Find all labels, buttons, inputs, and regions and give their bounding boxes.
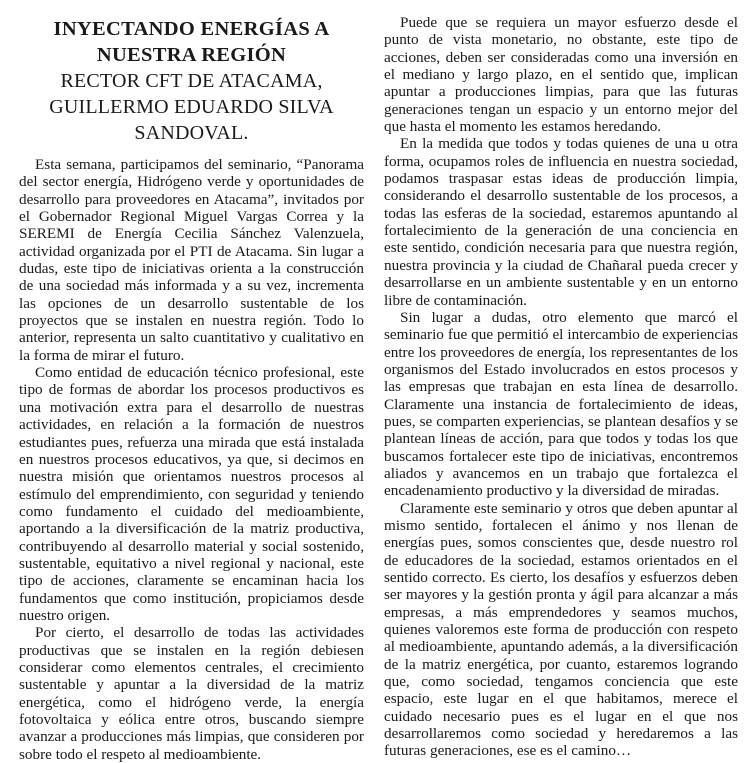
article-title	[19, 16, 364, 68]
article-paragraph: Puede que se requiera un mayor esfuerzo desde el punto de vista monetario, no obstante, este tipo de acciones, deben ser consideradas como una inversión en el mediano y largo plazo, en el sentido que, implican apuntar a producciones limpias, para que las futuras generaciones tengan un espacio y un entorno mejor del que hasta el momento les estamos heredando.	[384, 14, 738, 136]
byline-line: SANDOVAL.	[134, 122, 249, 144]
article-header	[19, 16, 364, 146]
article-title-line: NUESTRA REGIÓN	[96, 44, 287, 66]
article-byline	[19, 68, 364, 146]
article-paragraph: Esta semana, participamos del seminario, “Panorama del sector energía, Hidrógeno verde y oportunidades de desarrollo para proveedores en Atacama”, invitados por el Gobernador Regional Miguel Vargas Correa y la SEREMI de Energía Cecilia Sánchez Valenzuela, actividad organizada por el PTI de Atacama. Sin lugar a dudas, este tipo de iniciativas orienta a la construcción de una sociedad más informada y a su vez, incrementa las opciones de un desarrollo sustentable de los proyectos que se instalen en nuestra región. Todo lo anterior, representa un salto cuantitativo y cualitativo en la forma de mirar el futuro.	[19, 156, 364, 364]
byline-line: GUILLERMO EDUARDO SILVA	[49, 96, 334, 118]
article-title-line: INYECTANDO ENERGÍAS A	[53, 18, 330, 40]
article-paragraph: Por cierto, el desarrollo de todas las actividades productivas que se instalen en la región debiesen considerar como elementos centrales, el crecimiento sustentable y apuntar a la diversidad de la matriz energética, como el hidrógeno verde, la energía fotovoltaica y eólica entre otros, buscando siempre avanzar a producciones más limpias, que consideren por sobre todo el respeto al medioambiente.	[19, 624, 364, 763]
article-column-left	[19, 12, 364, 763]
article-paragraph: Claramente este seminario y otros que deben apuntar al mismo sentido, fortalecen el ánimo y nos llenan de energías pues, somos conscientes que, desde nuestro rol de educadores de la sociedad, estamos orientados en el sentido correcto. Es cierto, los desafíos y esfuerzos deben ser mayores y la gestión pronta y ágil para alcanzar a más empresas, a más emprendedores y seamos muchos, quienes valoremos este forma de producción con respeto al medioambiente, apuntando además, a la diversificación de la matriz energética, por cuanto, estaremos logrando que, como sociedad, tengamos conciencia que este espacio, este lugar en el que habitamos, merece el cuidado necesario pues es el lugar en el que nos desarrollaremos como sociedad y heredaremos a las futuras generaciones, ese es el camino…	[384, 499, 738, 760]
article-paragraph: Sin lugar a dudas, otro elemento que marcó el seminario fue que permitió el intercambio de experiencias entre los proveedores de energía, los representantes de los organismos del Estado involucrados en estos procesos y las empresas que trabajan en esta línea de desarrollo. Claramente una instancia de fortalecimiento de ideas, pues, se comparten experiencias, se plantean desafíos y se plantean líneas de acción, para que todos y todas los que buscamos fortalecer este tipo de iniciativas, encontremos aliados y avancemos en un trabajo que fortalezca el encadenamiento productivo y la diversidad de miradas.	[384, 308, 738, 500]
article-column-right	[384, 14, 738, 760]
byline-line: RECTOR CFT DE ATACAMA,	[60, 70, 323, 92]
article-paragraph: Como entidad de educación técnico profesional, este tipo de formas de abordar los procesos productivos es una motivación extra para el desarrollo de nuestras actividades, en relación a la formación de nuestros estudiantes pues, refuerza una mirada que está instalada en nuestros procesos educativos, ya que, si decimos en nuestra misión que orientamos nuestros procesos al estímulo del emprendimiento, con seguridad y teniendo como fundamento el cuidado del medioambiente, aportando a la diversificación de la matriz productiva, contribuyendo al desarrollo material y social sostenido, sustentable, equitativo a nivel regional y nacional, este tipo de acciones, claramente se encaminan hacia los fundamentos que como institución, propiciamos desde nuestro origen.	[19, 364, 364, 624]
article-paragraph: En la medida que todos y todas quienes de una u otra forma, ocupamos roles de influencia en nuestra sociedad, podamos traspasar estas ideas de producción limpia, considerando el desarrollo sustentable de los procesos, a todas las esferas de la sociedad, estaremos apuntando al fortalecimiento de la generación de una conciencia en este sentido, condición necesaria para que nuestra región, nuestra provincia y la ciudad de Chañaral pueda crecer y desarrollarse en un ambiente sustentable y en un entorno libre de contaminación.	[384, 135, 738, 309]
